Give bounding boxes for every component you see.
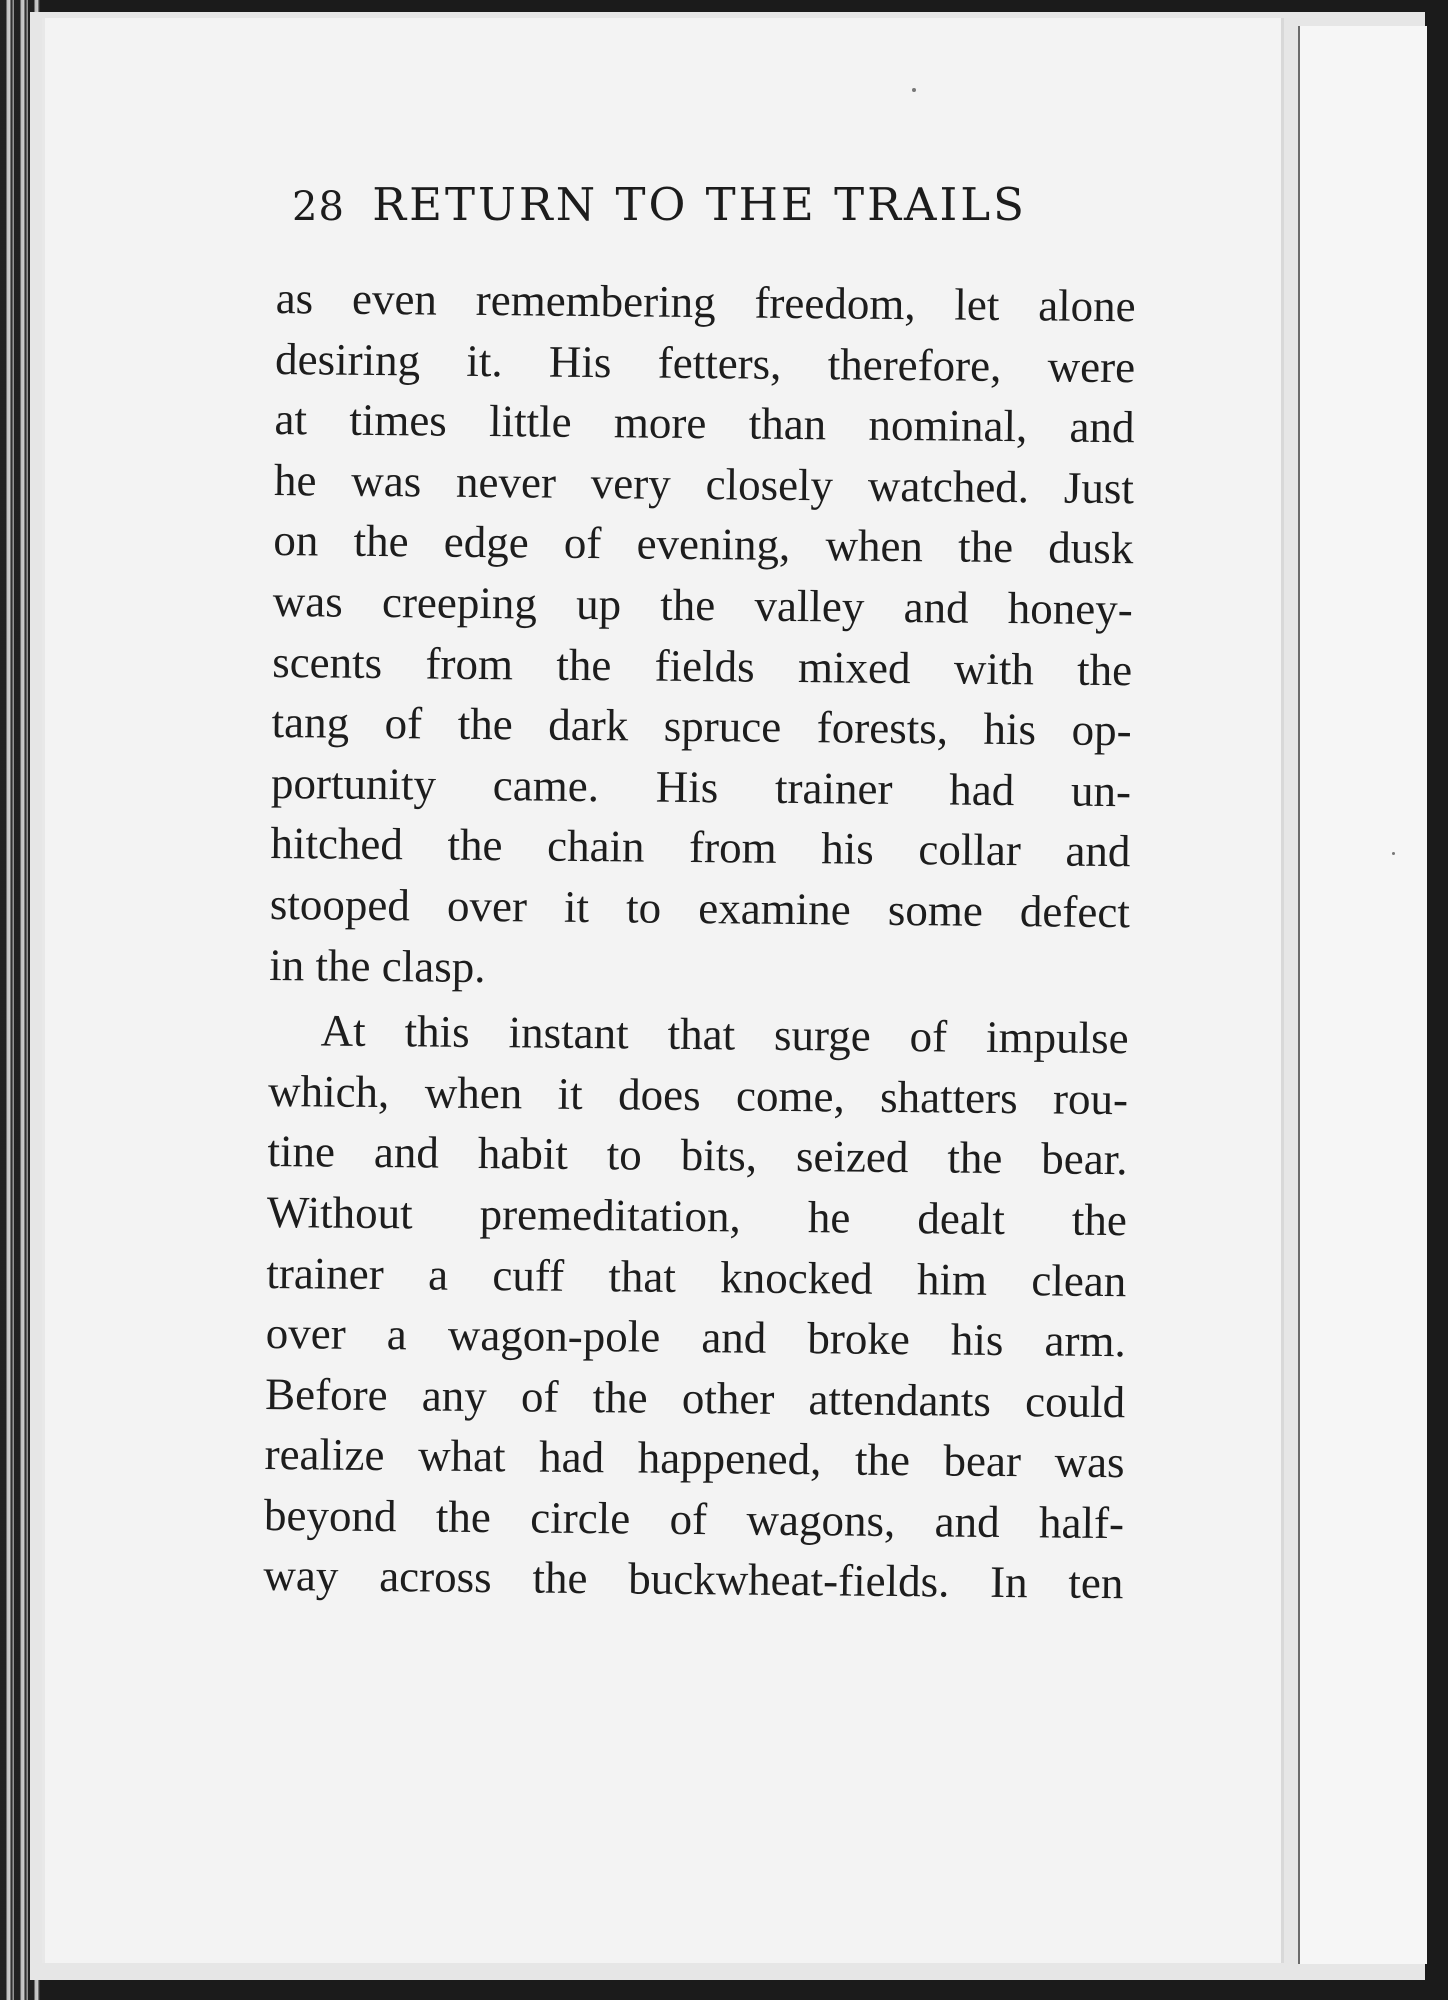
- text-line: tine and habit to bits, seized the bear.: [267, 1126, 1128, 1185]
- running-head-title: RETURN TO THE TRAILS: [372, 178, 1027, 231]
- text-line: desiring it. His fetters, therefore, were: [274, 333, 1136, 392]
- text-line: Before any of the other attendants could: [264, 1368, 1126, 1427]
- text-line: beyond the circle of wagons, and half-: [263, 1489, 1125, 1549]
- text-line: tang of the dark spruce forests, his op-: [271, 697, 1132, 756]
- text-line: Without premeditation, he dealt the: [266, 1186, 1128, 1246]
- dust-speck: [1392, 852, 1395, 855]
- text-line: over a wagon-pole and broke his arm.: [265, 1308, 1126, 1367]
- text-line: realize what had happened, the bear was: [264, 1429, 1125, 1488]
- page-number: 28: [292, 184, 345, 230]
- text-line: At this instant that surge of impulse: [320, 1005, 1129, 1064]
- paragraph-2: [263, 1000, 1129, 1614]
- paragraph-1: [269, 268, 1136, 1003]
- dust-speck: [912, 88, 916, 92]
- running-head: [292, 178, 1092, 231]
- text-line: portunity came. His trainer had un-: [270, 757, 1132, 816]
- text-line: trainer a cuff that knocked him clean: [266, 1247, 1127, 1306]
- text-line: in the clasp.: [269, 939, 486, 992]
- text-line: way across the buckwheat-fields. In ten: [263, 1550, 1124, 1609]
- text-line: he was never very closely watched. Just: [273, 454, 1135, 514]
- text-line: was creeping up the valley and honey-: [272, 575, 1134, 635]
- text-line: at times little more than nominal, and: [274, 394, 1135, 453]
- text-line: stooped over it to examine some defect: [269, 878, 1131, 938]
- facing-page-edge: [1298, 26, 1427, 1964]
- text-line: as even remembering freedom, let alone: [275, 272, 1136, 332]
- body-text: [263, 268, 1136, 1614]
- text-line: which, when it does come, shatters rou-: [267, 1065, 1129, 1124]
- text-line: scents from the fields mixed with the: [271, 636, 1133, 695]
- text-line: on the edge of evening, when the dusk: [273, 515, 1134, 574]
- text-line: hitched the chain from his collar and: [270, 818, 1131, 877]
